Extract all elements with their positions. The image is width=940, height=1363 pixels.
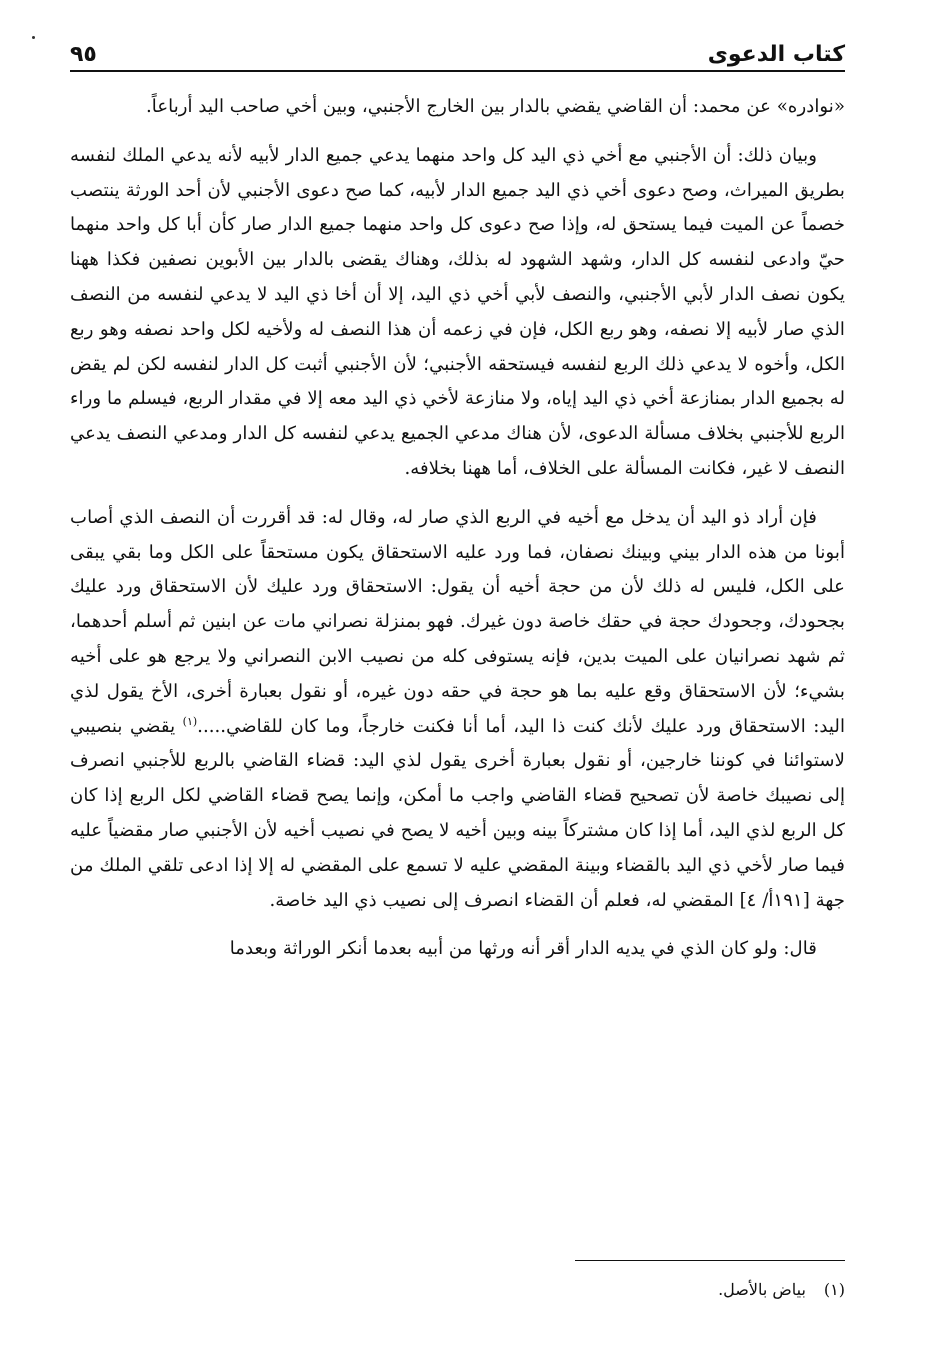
main-text [70, 90, 845, 967]
running-title: كتاب الدعوى [707, 42, 845, 67]
paragraph-3-text: فإن أراد ذو اليد أن يدخل مع أخيه في الربع الذي صار له، وقال له: قد أقررت أن النصف الذي أصاب أبونا من هذه الدار بيني وبينك نصفان، فما ورد عليه الاستحقاق يكون مستحقاً على الكل وما بقي يبقى على الكل، فليس له ذلك لأن من حجة أخيه أن يقول: الاستحقاق ورد عليك لأن الاستحقاق ورد عليك بجحودك، وجحودك حجة في حقك خاصة دون غيرك. فهو بمنزلة نصراني مات عن ابنين ثم أسلم أحدهما، ثم شهد نصرانيان على الميت بدين، فإنه يستوفى كله من نصيب الابن النصراني ولا يرجع هو على أخيه بشيء؛ لأن الاستحقاق وقع عليه بما هو حجة في حقه دون غيره، أو نقول بعبارة أخرى، الأخ يقول لذي اليد: الاستحقاق ورد عليك لأنك كنت ذا اليد، أما أنا فكنت خارجاً، وما كان للقاضي..... [70, 506, 845, 737]
paragraph-2: وبيان ذلك: أن الأجنبي مع أخي ذي اليد كل واحد منهما يدعي جميع الدار لأبيه لأنه يدعي الملك لنفسه بطريق الميراث، وصح دعوى أخي ذي اليد جميع الدار لأبيه، كما صح دعوى الأجنبي لأن أحد الورثة ينتصب خصماً عن الميت فيما يستحق له، وإذا صح دعوى كل واحد منهما جميع الدار صار كأن أبا كل واحد منهما حيّ وادعى لنفسه كل الدار، وشهد الشهود له بذلك، وهناك يقضى بالدار بين الأبوين نصفين فكذا ههنا يكون نصف الدار لأبي الأجنبي، والنصف لأبي أخي ذي اليد، إلا أن أخا ذي اليد لا يدعي لنفسه من النصف الذي صار لأبيه إلا نصفه، وهو ربع الكل، فإن في زعمه أن هذا النصف له ولأخيه لكل واحد نصفه وهو ربع الكل، وأخوه لا يدعي ذلك الربع لنفسه فيستحقه الأجنبي؛ لأن الأجنبي أثبت كل الدار لنفسه لكن لم يقض له بجميع الدار بمنازعة أخي ذي اليد إياه، ولا منازعة لأخي ذي اليد معه إلا في مقدار الربع، فيسلم ما وراء الربع للأجنبي بخلاف مسألة الدعوى، لأن هناك مدعي الجميع يدعي لنفسه كل الدار ومدعي النصف يدعي النصف لا غير، فكانت المسألة على الخلاف، أما ههنا بخلافه. [70, 144, 845, 479]
footnote [718, 1278, 845, 1302]
paragraph-1: «نوادره» عن محمد: أن القاضي يقضي بالدار بين الخارج الأجنبي، وبين أخي صاحب اليد أرباعاً. [146, 96, 845, 117]
paragraph-4: قال: ولو كان الذي في يديه الدار أقر أنه ورثها من أبيه بعدما أنكر الوراثة وبعدما [229, 938, 817, 960]
paragraph-3-continuation: يقضي بنصيبي لاستوائنا في كوننا خارجين، أو نقول بعبارة أخرى يقول لذي اليد: قضاء القاضي بالربع للأجنبي انصرف إلى نصيبك خاصة لأن تصحيح قضاء القاضي واجب ما أمكن، وإنما يصح قضاء القاضي لكل الربع إذا كان كل الربع لذي اليد، أما إذا كان مشتركاً بينه وبين أخيه لا يصح في نصيب أخيه لأن الأجنبي صار مقضياً عليه فيما صار لأخي ذي اليد بالقضاء وبينة المقضي عليه لا تسمع على المقضي له إلا إذا ادعى تلقي الملك من جهة [١٩١أ/ ٤] المقضي له، فعلم أن القضاء انصرف إلى نصيب ذي اليد خاصة. [70, 715, 845, 911]
book-page [70, 28, 845, 1348]
page-header [70, 28, 845, 72]
paragraph-3 [70, 501, 845, 919]
page-number: ٩٥ [70, 42, 97, 67]
footnote-reference: (١) [182, 714, 198, 728]
scan-speck [32, 36, 35, 39]
footnote-number: (١) [823, 1280, 845, 1299]
footnote-text: بياض بالأصل. [718, 1280, 806, 1299]
footnote-divider [575, 1260, 845, 1261]
